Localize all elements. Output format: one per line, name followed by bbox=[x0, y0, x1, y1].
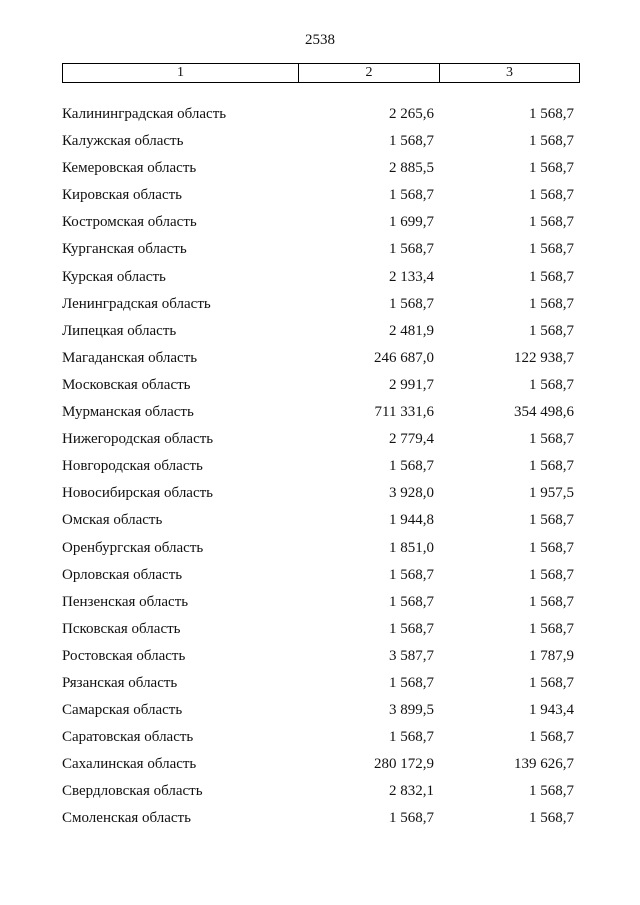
table-row bbox=[62, 700, 580, 727]
table-row bbox=[62, 565, 580, 592]
region-name: Новосибирская область bbox=[62, 485, 214, 502]
value-column-3: 1 568,7 bbox=[529, 431, 574, 448]
table-row bbox=[62, 375, 580, 402]
value-column-3: 1 568,7 bbox=[529, 620, 574, 637]
value-column-2: 2 832,1 bbox=[389, 783, 434, 800]
value-column-3: 1 568,7 bbox=[529, 322, 574, 339]
table-row bbox=[62, 619, 580, 646]
value-column-3: 1 568,7 bbox=[529, 295, 574, 312]
value-column-3: 1 568,7 bbox=[529, 783, 574, 800]
table-body bbox=[62, 104, 580, 836]
table-row bbox=[62, 510, 580, 537]
region-name: Липецкая область bbox=[62, 322, 177, 339]
value-column-2: 1 568,7 bbox=[389, 133, 434, 150]
value-column-3: 1 568,7 bbox=[529, 810, 574, 827]
table-row bbox=[62, 592, 580, 619]
region-name: Псковская область bbox=[62, 620, 181, 637]
value-column-2: 280 172,9 bbox=[374, 756, 434, 773]
value-column-3: 1 568,7 bbox=[529, 106, 574, 122]
value-column-2: 2 779,4 bbox=[389, 431, 434, 448]
value-column-2: 2 133,4 bbox=[389, 268, 434, 285]
value-column-2: 1 568,7 bbox=[389, 241, 434, 258]
value-column-3: 122 938,7 bbox=[514, 349, 574, 366]
region-name: Кировская область bbox=[62, 187, 183, 204]
value-column-3: 1 568,7 bbox=[529, 133, 574, 150]
table-row bbox=[62, 673, 580, 700]
column-header-1: 1 bbox=[63, 64, 299, 82]
table-row bbox=[62, 294, 580, 321]
region-name: Калужская область bbox=[62, 133, 184, 150]
region-name: Московская область bbox=[62, 376, 191, 393]
value-column-3: 1 568,7 bbox=[529, 674, 574, 691]
value-column-2: 1 568,7 bbox=[389, 593, 434, 610]
value-column-3: 1 568,7 bbox=[529, 539, 574, 556]
region-name: Курганская область bbox=[62, 241, 187, 258]
region-name: Омская область bbox=[62, 512, 163, 529]
value-column-3: 1 568,7 bbox=[529, 458, 574, 475]
value-column-2: 1 944,8 bbox=[389, 512, 434, 529]
column-header-2: 2 bbox=[299, 64, 440, 82]
value-column-2: 3 899,5 bbox=[389, 702, 434, 719]
region-name: Саратовская область bbox=[62, 729, 194, 746]
table-row bbox=[62, 646, 580, 673]
value-column-2: 1 568,7 bbox=[389, 566, 434, 583]
value-column-2: 1 568,7 bbox=[389, 458, 434, 475]
value-column-2: 1 568,7 bbox=[389, 295, 434, 312]
value-column-2: 1 568,7 bbox=[389, 187, 434, 204]
region-name: Костромская область bbox=[62, 214, 197, 231]
value-column-2: 1 568,7 bbox=[389, 674, 434, 691]
region-name: Пензенская область bbox=[62, 593, 189, 610]
value-column-2: 1 568,7 bbox=[389, 810, 434, 827]
value-column-3: 1 568,7 bbox=[529, 512, 574, 529]
value-column-3: 1 568,7 bbox=[529, 214, 574, 231]
table-row bbox=[62, 239, 580, 266]
value-column-3: 1 568,7 bbox=[529, 187, 574, 204]
region-name: Ростовская область bbox=[62, 647, 186, 664]
value-column-3: 1 568,7 bbox=[529, 241, 574, 258]
table-row bbox=[62, 483, 580, 510]
value-column-3: 1 787,9 bbox=[529, 647, 574, 664]
table-row bbox=[62, 185, 580, 212]
region-name: Свердловская область bbox=[62, 783, 203, 800]
region-name: Мурманская область bbox=[62, 404, 194, 421]
value-column-2: 711 331,6 bbox=[374, 404, 434, 421]
table-row bbox=[62, 754, 580, 781]
region-name: Рязанская область bbox=[62, 674, 178, 691]
table-row bbox=[62, 727, 580, 754]
table-row bbox=[62, 131, 580, 158]
table-row bbox=[62, 781, 580, 808]
region-name: Оренбургская область bbox=[62, 539, 204, 556]
value-column-2: 2 481,9 bbox=[389, 322, 434, 339]
region-name: Смоленская область bbox=[62, 810, 191, 827]
table-row bbox=[62, 267, 580, 294]
region-name: Кемеровская область bbox=[62, 160, 197, 177]
region-name: Курская область bbox=[62, 268, 166, 285]
value-column-3: 1 568,7 bbox=[529, 160, 574, 177]
value-column-2: 1 699,7 bbox=[389, 214, 434, 231]
table-row bbox=[62, 402, 580, 429]
column-header-3: 3 bbox=[506, 65, 513, 80]
table-column-header bbox=[62, 63, 580, 83]
value-column-2: 2 991,7 bbox=[389, 376, 434, 393]
table-row bbox=[62, 104, 580, 131]
page-number: 2538 bbox=[305, 32, 335, 48]
table-row bbox=[62, 429, 580, 456]
value-column-3: 1 568,7 bbox=[529, 566, 574, 583]
value-column-2: 2 265,6 bbox=[389, 106, 434, 122]
table-row bbox=[62, 212, 580, 239]
table-row bbox=[62, 808, 580, 835]
value-column-2: 1 568,7 bbox=[389, 620, 434, 637]
value-column-3: 1 957,5 bbox=[529, 485, 574, 502]
region-name: Нижегородская область bbox=[62, 431, 214, 448]
value-column-2: 3 587,7 bbox=[389, 647, 434, 664]
region-name: Новгородская область bbox=[62, 458, 203, 475]
value-column-2: 1 568,7 bbox=[389, 729, 434, 746]
value-column-3: 1 568,7 bbox=[529, 593, 574, 610]
value-column-2: 2 885,5 bbox=[389, 160, 434, 177]
table-row bbox=[62, 456, 580, 483]
value-column-3: 1 568,7 bbox=[529, 376, 574, 393]
region-name: Самарская область bbox=[62, 702, 183, 719]
value-column-3: 1 943,4 bbox=[529, 702, 574, 719]
region-name: Сахалинская область bbox=[62, 756, 197, 773]
value-column-3: 354 498,6 bbox=[514, 404, 574, 421]
value-column-3: 1 568,7 bbox=[529, 268, 574, 285]
region-name: Ленинградская область bbox=[62, 295, 211, 312]
table-row bbox=[62, 348, 580, 375]
table-row bbox=[62, 538, 580, 565]
table-row bbox=[62, 158, 580, 185]
region-name: Магаданская область bbox=[62, 349, 198, 366]
table-row bbox=[62, 321, 580, 348]
value-column-2: 3 928,0 bbox=[389, 485, 434, 502]
value-column-3: 139 626,7 bbox=[514, 756, 574, 773]
value-column-2: 1 851,0 bbox=[389, 539, 434, 556]
value-column-2: 246 687,0 bbox=[374, 349, 434, 366]
value-column-3: 1 568,7 bbox=[529, 729, 574, 746]
region-name: Орловская область bbox=[62, 566, 183, 583]
region-name: Калининградская область bbox=[62, 106, 227, 122]
